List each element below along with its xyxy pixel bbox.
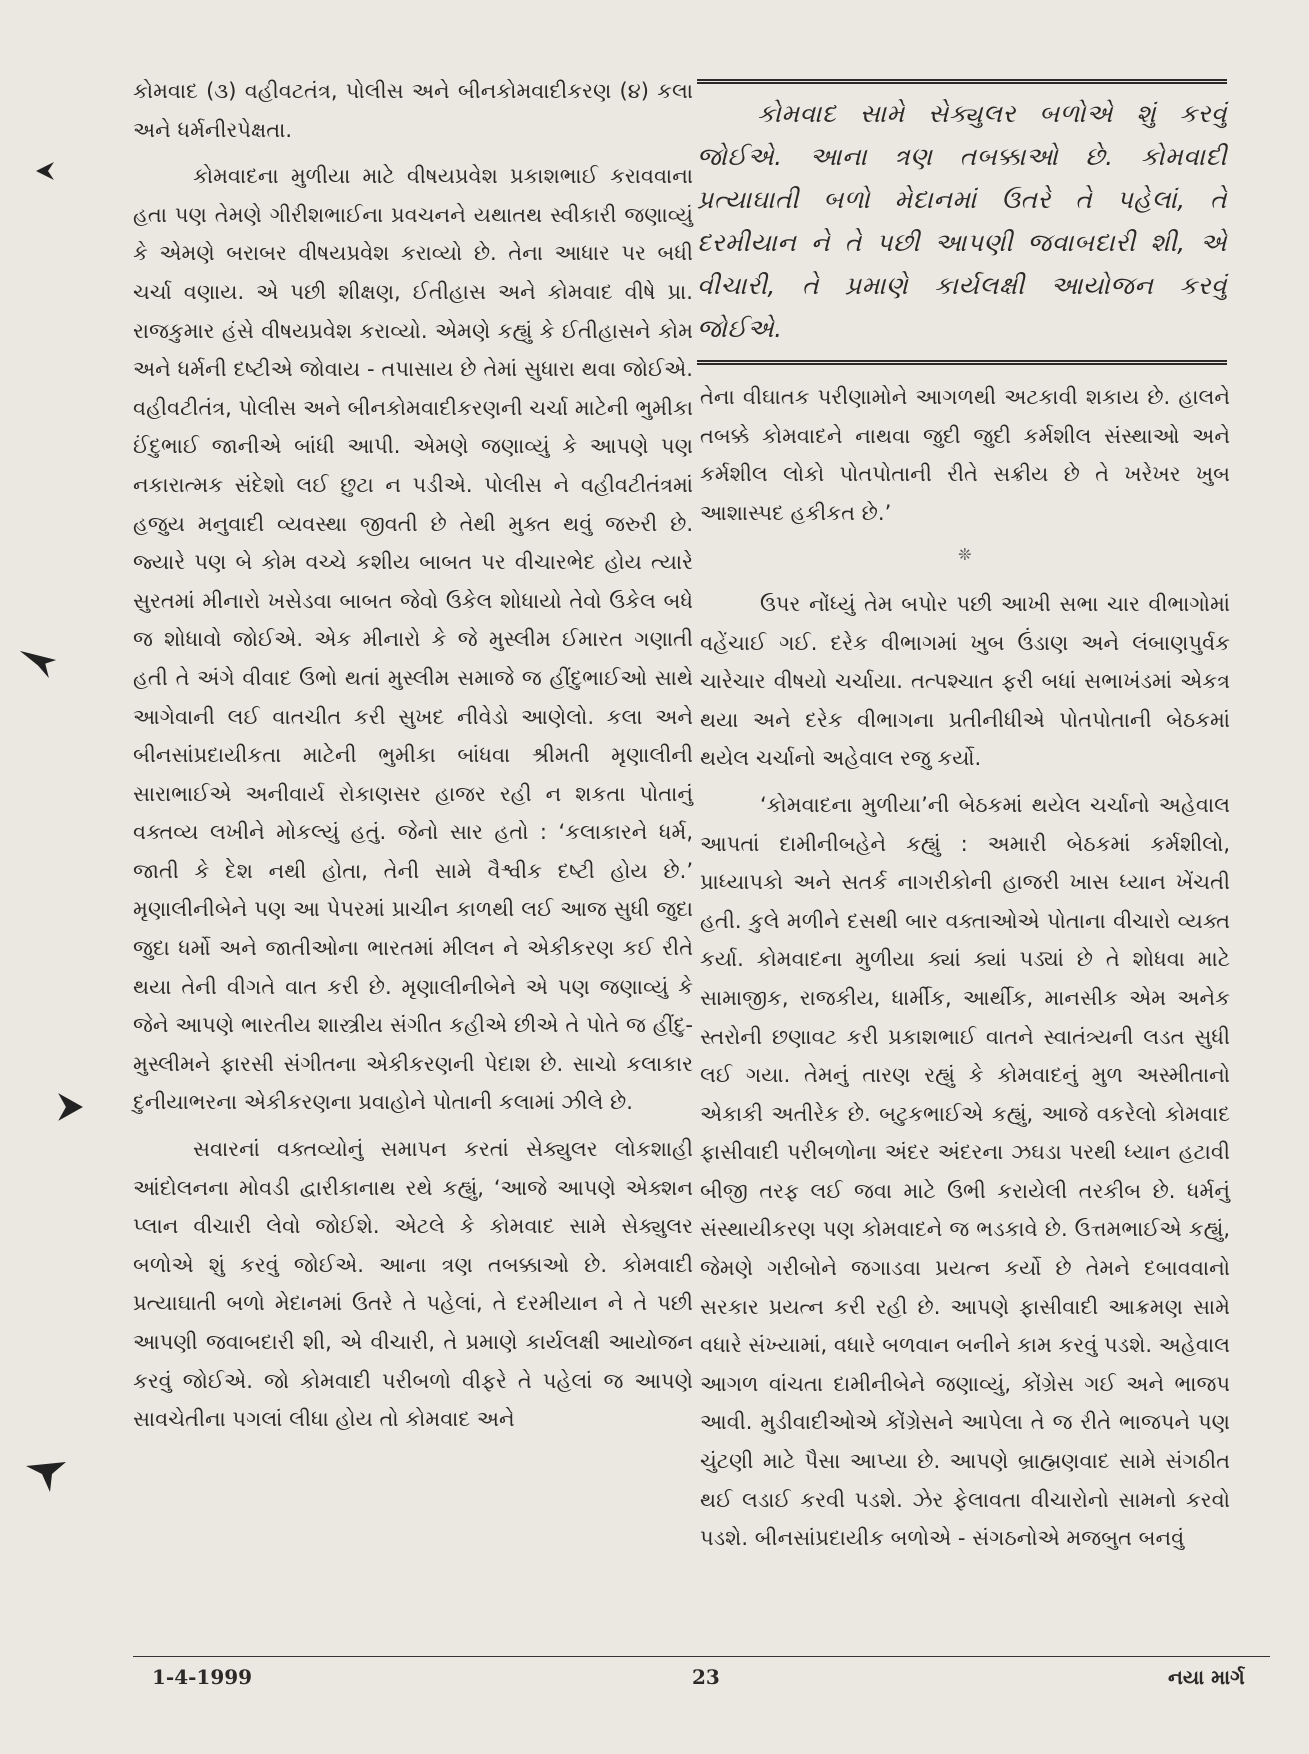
right-column: [700, 378, 1230, 1558]
left-para-1: કોમવાદ (૩) વહીવટતંત્ર, પોલીસ અને બીનકોમવાદીકરણ (૪) કલા અને ધર્મનીરપેક્ષતા.: [133, 79, 693, 142]
pull-quote-text: કોમવાદ સામે સેક્યુલર બળોએ શું કરવું જોઈએ. આના ત્રણ તબક્કાઓ છે. કોમવાદી પ્રત્યાઘાતી બળો મેદાનમાં ઉતરે તે પહેલાં, તે દરમીયાન ને તે પછી આપણી જવાબદારી શી, એ વીચારી, તે પ્રમાણે કાર્યલક્ષી આયોજન કરવું જોઈએ.: [697, 99, 1227, 343]
punch-mark-icon: [52, 1090, 86, 1124]
left-column: [133, 72, 693, 1439]
right-para-2: ઉપર નોંધ્યું તેમ બપોર પછી આખી સભા ચાર વીભાગોમાં વહેંચાઈ ગઈ. દરેક વીભાગમાં ખુબ ઉંડાણ અને લંબાણપુર્વક ચારેચાર વીષયો ચર્ચાયા. તત્પશ્ચાત ફરી બધાં સભાખંડમાં એકત્ર થયા અને દરેક વીભાગના પ્રતીનીધીએ પોતપોતાની બેઠકમાં થયેલ ચર્ચાનો અહેવાલ રજુ કર્યો.: [700, 591, 1230, 771]
punch-mark-icon: [24, 1450, 68, 1494]
footer-page-number: 23: [692, 1665, 720, 1689]
right-para-3: ‘કોમવાદના મુળીયા’ની બેઠકમાં થયેલ ચર્ચાનો અહેવાલ આપતાં દામીનીબહેને કહ્યું : અમારી બેઠકમાં કર્મશીલો, પ્રાધ્યાપકો અને સતર્ક નાગરીકોની હાજરી ખાસ ધ્યાન ખેંચતી હતી. કુલે મળીને દસથી બાર વક્તાઓએ પોતાના વીચારો વ્યક્ત કર્યા. કોમવાદના મુળીયા ક્યાં ક્યાં પડ્યાં છે તે શોધવા માટે સામાજીક, રાજકીય, ધાર્મીક, આર્થીક, માનસીક એમ અનેક સ્તરોની છણાવટ કરી પ્રકાશભાઈ વાતને સ્વાતંત્ર્યની લડત સુધી લઈ ગયા. તેમનું તારણ રહ્યું કે કોમવાદનું મુળ અસ્મીતાનો એકાકી અતીરેક છે. બટુકભાઈએ કહ્યું, આજે વકરેલો કોમવાદ ફાસીવાદી પરીબળોના અંદર અંદરના ઝઘડા પરથી ધ્યાન હટાવી બીજી તરફ લઈ જવા માટે ઉભી કરાયેલી તરકીબ છે. ધર્મનું સંસ્થાયીકરણ પણ કોમવાદને જ ભડકાવે છે. ઉત્તમભાઈએ કહ્યું, જેમણે ગરીબોને જગાડવા પ્રયત્ન કર્યો છે તેમને દબાવવાનો સરકાર પ્રયત્ન કરી રહી છે. આપણે ફાસીવાદી આક્રમણ સામે વધારે સંખ્યામાં, વધારે બળવાન બનીને કામ કરવું પડશે. અહેવાલ આગળ વાંચતા દામીનીબેને જણાવ્યું, કોંગ્રેસ ગઈ અને ભાજપ આવી. મુડીવાદીઓએ કોંગ્રેસને આપેલા તે જ રીતે ભાજપને પણ ચુંટણી માટે પૈસા આપ્યા છે. આપણે બ્રાહ્મણવાદ સામે સંગઠીત થઈ લડાઈ કરવી પડશે. ઝેર ફેલાવતા વીચારોનો સામનો કરવો પડશે. બીનસાંપ્રદાયીક બળોએ - સંગઠનોએ મજબુત બનવું: [700, 792, 1230, 1551]
left-para-2: કોમવાદના મુળીયા માટે વીષયપ્રવેશ પ્રકાશભાઈ કરાવવાના હતા પણ તેમણે ગીરીશભાઈના પ્રવચનને યથાતથ સ્વીકારી જણાવ્યું કે એમણે બરાબર વીષયપ્રવેશ કરાવ્યો છે. તેના આધાર પર બધી ચર્ચા વણાય. એ પછી શીક્ષણ, ઈતીહાસ અને કોમવાદ વીષે પ્રા. રાજકુમાર હંસે વીષયપ્રવેશ કરાવ્યો. એમણે કહ્યું કે ઈતીહાસને કોમ અને ધર્મની દષ્ટીએ જોવાય - તપાસાય છે તેમાં સુધારા થવા જોઈએ. વહીવટીતંત્ર, પોલીસ અને બીનકોમવાદીકરણની ચર્ચા માટેની ભુમીકા ઈંદુભાઈ જાનીએ બાંધી આપી. એમણે જણાવ્યું કે આપણે પણ નકારાત્મક સંદેશો લઈ છુટા ન પડીએ. પોલીસ ને વહીવટીતંત્રમાં હજુય મનુવાદી વ્યવસ્થા જીવતી છે તેથી મુક્ત થવું જરુરી છે. જ્યારે પણ બે કોમ વચ્ચે કશીય બાબત પર વીચારભેદ હોય ત્યારે સુરતમાં મીનારો ખસેડવા બાબત જેવો ઉકેલ શોધાયો તેવો ઉકેલ બધે જ શોધાવો જોઈએ. એક મીનારો કે જે મુસ્લીમ ઈમારત ગણાતી હતી તે અંગે વીવાદ ઉભો થતાં મુસ્લીમ સમાજે જ હીંદુભાઈઓ સાથે આગેવાની લઈ વાતચીત કરી સુખદ નીવેડો આણેલો. કલા અને બીનસાંપ્રદાયીકતા માટેની ભુમીકા બાંધવા શ્રીમતી મૃણાલીની સારાભાઈએ અનીવાર્ય રોકાણસર હાજર રહી ન શકતા પોતાનું વક્તવ્ય લખીને મોકલ્યું હતું. જેનો સાર હતો : ‘કલાકારને ધર્મ, જાતી કે દેશ નથી હોતા, તેની સામે વૈશ્વીક દષ્ટી હોય છે.’ મૃણાલીનીબેને પણ આ પેપરમાં પ્રાચીન કાળથી લઈ આજ સુધી જુદા જુદા ધર્મો અને જાતીઓના ભારતમાં મીલન ને એકીકરણ કઈ રીતે થયા તેની વીગતે વાત કરી છે. મૃણાલીનીબેને એ પણ જણાવ્યું કે જેને આપણે ભારતીય શાસ્ત્રીય સંગીત કહીએ છીએ તે પોતે જ હીંદુ-મુસ્લીમને ફારસી સંગીતના એકીકરણની પેદાશ છે. સાચો કલાકાર દુનીયાભરના એકીકરણના પ્રવાહોને પોતાની કલામાં ઝીલે છે.: [133, 164, 693, 1115]
section-separator-icon: ❊: [958, 545, 972, 565]
left-para-3: સવારનાં વક્તવ્યોનું સમાપન કરતાં સેક્યુલર લોકશાહી આંદોલનના મોવડી દ્વારીકાનાથ રથે કહ્યું, ‘આજે આપણે એક્શન પ્લાન વીચારી લેવો જોઈશે. એટલે કે કોમવાદ સામે સેક્યુલર બળોએ શું કરવું જોઈએ. આના ત્રણ તબક્કાઓ છે. કોમવાદી પ્રત્યાઘાતી બળો મેદાનમાં ઉતરે તે પહેલાં, તે દરમીયાન ને તે પછી આપણી જવાબદારી શી, એ વીચારી, તે પ્રમાણે કાર્યલક્ષી આયોજન કરવું જોઈએ. જો કોમવાદી પરીબળો વીફરે તે પહેલાં જ આપણે સાવચેતીના પગલાં લીધા હોય તો કોમવાદ અને: [133, 1137, 693, 1432]
footer-date: 1-4-1999: [152, 1665, 253, 1689]
pull-quote-box: [697, 79, 1227, 365]
punch-mark-icon: [34, 160, 56, 182]
footer-rule: [133, 1656, 1270, 1657]
punch-mark-icon: [18, 640, 58, 680]
right-para-1: તેના વીઘાતક પરીણામોને આગળથી અટકાવી શકાય છે. હાલને તબક્કે કોમવાદને નાથવા જુદી જુદી કર્મશીલ સંસ્થાઓ અને કર્મશીલ લોકો પોતપોતાની રીતે સક્રીય છે તે ખરેખર ખુબ આશાસ્પદ હકીકત છે.’: [700, 385, 1230, 525]
footer-magazine-name: નયા માર્ગ: [1168, 1665, 1245, 1689]
